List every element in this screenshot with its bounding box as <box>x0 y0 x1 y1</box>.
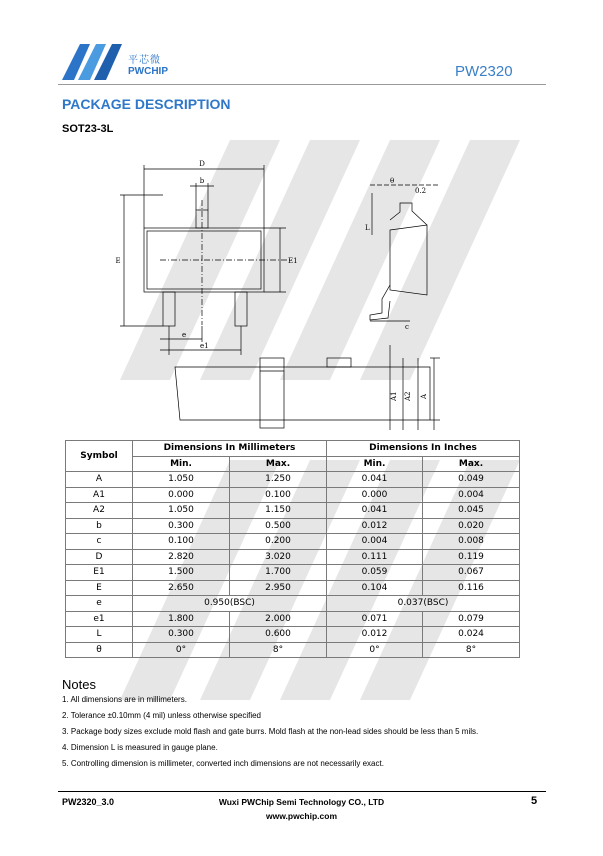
table-row: A2 1.050 1.150 0.041 0.045 <box>66 503 520 519</box>
logo-chinese-text: 平芯微 <box>128 55 161 66</box>
package-name: SOT23-3L <box>62 123 114 135</box>
table-row: E1 1.500 1.700 0.059 0.067 <box>66 565 520 581</box>
label-e: e <box>182 331 187 339</box>
header-divider <box>58 84 546 85</box>
table-header-row <box>66 441 520 457</box>
note-item: 5. Controlling dimension is millimeter, converted inch dimensions are not necessarily exact. <box>62 759 384 768</box>
notes-title: Notes <box>62 677 96 692</box>
front-view <box>175 345 440 430</box>
label-D: D <box>199 160 205 168</box>
logo-english-text: PWCHIP <box>128 66 168 77</box>
header-in-max: Max. <box>423 456 520 472</box>
label-A: A <box>420 393 428 399</box>
label-gauge-plane: 0.2 <box>415 187 427 195</box>
page-number: 5 <box>531 795 538 807</box>
top-view <box>115 160 297 355</box>
table-row: A 1.050 1.250 0.041 0.049 <box>66 472 520 488</box>
header-symbol: Symbol <box>66 441 133 472</box>
header-in-min: Min. <box>327 456 423 472</box>
note-item: 2. Tolerance ±0.10mm (4 mil) unless otherwise specified <box>62 711 261 720</box>
table-row: e 0.950(BSC) 0.037(BSC) <box>66 596 520 612</box>
footer-divider <box>58 791 546 792</box>
footer-website[interactable]: www.pwchip.com <box>266 811 337 821</box>
label-c: c <box>405 323 409 331</box>
label-A1: A1 <box>390 391 398 401</box>
section-title: PACKAGE DESCRIPTION <box>62 96 231 112</box>
table-row: b 0.300 0.500 0.012 0.020 <box>66 518 520 534</box>
pwchip-logo-icon <box>62 40 192 85</box>
table-row: D 2.820 3.020 0.111 0.119 <box>66 549 520 565</box>
table-row: c 0.100 0.200 0.004 0.008 <box>66 534 520 550</box>
label-A2: A2 <box>404 391 412 401</box>
label-L: L <box>365 224 370 232</box>
header-part-number: PW2320 <box>455 63 513 80</box>
header-mm-min: Min. <box>133 456 230 472</box>
header-mm-max: Max. <box>230 456 327 472</box>
note-item: 4. Dimension L is measured in gauge plane. <box>62 743 218 752</box>
package-outline-drawing <box>100 145 530 435</box>
label-E1: E1 <box>288 257 298 265</box>
table-row: L 0.300 0.600 0.012 0.024 <box>66 627 520 643</box>
side-view <box>365 177 440 331</box>
dimension-table <box>65 440 520 658</box>
footer-company: Wuxi PWChip Semi Technology CO., LTD <box>218 797 385 807</box>
table-row: e1 1.800 2.000 0.071 0.079 <box>66 611 520 627</box>
note-item: 3. Package body sizes exclude mold flash and gate burrs. Mold flash at the non-lead sides should be less than 5 mils. <box>62 727 479 736</box>
footer-doc-version: PW2320_3.0 <box>62 797 115 807</box>
label-theta: θ <box>390 177 395 185</box>
header-millimeters: Dimensions In Millimeters <box>133 441 327 457</box>
label-b: b <box>199 177 205 185</box>
table-row: θ 0° 8° 0° 8° <box>66 642 520 658</box>
label-E: E <box>115 257 121 265</box>
table-row: E 2.650 2.950 0.104 0.116 <box>66 580 520 596</box>
table-row: A1 0.000 0.100 0.000 0.004 <box>66 487 520 503</box>
header-inches: Dimensions In Inches <box>327 441 520 457</box>
label-e1: e1 <box>200 342 209 350</box>
table-subheader-row <box>66 456 520 472</box>
note-item: 1. All dimensions are in millimeters. <box>62 695 187 704</box>
